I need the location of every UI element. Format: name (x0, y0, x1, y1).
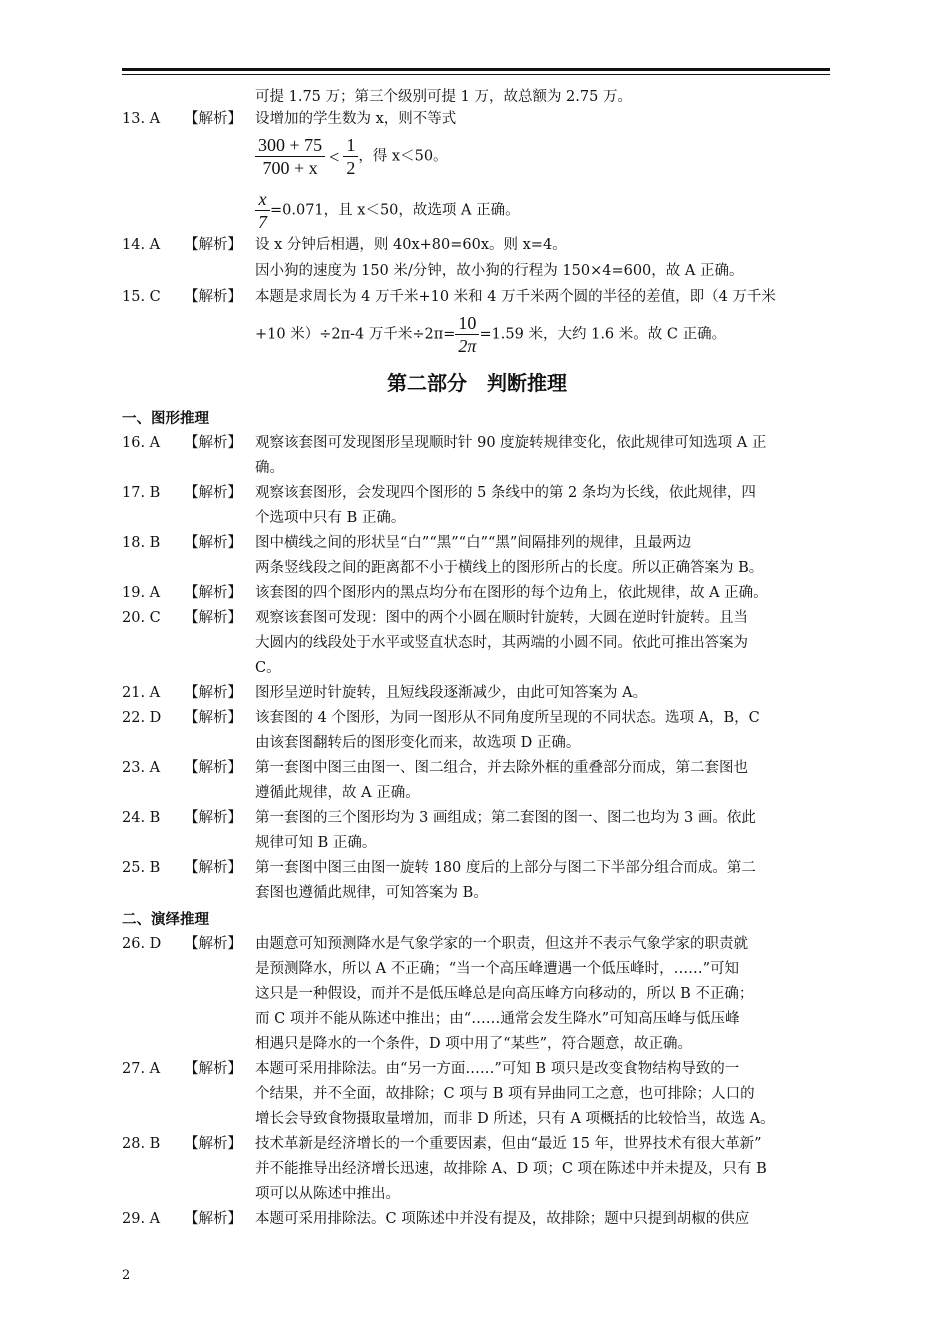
analysis-text: 由该套图翻转后的图形变化而来，故选项 D 正确。 (255, 735, 581, 751)
answer-item (122, 1133, 832, 1155)
answer-item-continuation (122, 557, 832, 579)
analysis-text: 规律可知 B 正确。 (255, 835, 377, 851)
analysis-tag: 【解析】 (184, 685, 242, 701)
analysis-text: 观察该套图可发现：图中的两个小圆在顺时针旋转，大圆在逆时针旋转。且当 (255, 610, 748, 626)
analysis-text: 套图也遵循此规律，可知答案为 B。 (255, 885, 488, 901)
answer-item-continuation (122, 1158, 832, 1180)
analysis-text: 第一套图的三个图形均为 3 画组成；第二套图的图一、图二也均为 3 画。依此 (255, 810, 756, 826)
analysis-text: 观察该套图可发现图形呈现顺时针 90 度旋转规律变化，依此规律可知选项 A 正 (255, 435, 767, 451)
section-title: 一、图形推理 (122, 411, 209, 427)
answer-item (122, 607, 832, 629)
section-title: 二、演绎推理 (122, 912, 209, 928)
answer-number: 14. A (122, 237, 161, 253)
analysis-tag: 【解析】 (184, 1211, 242, 1227)
answer-item-continuation (122, 782, 832, 804)
analysis-tag: 【解析】 (184, 936, 242, 952)
answer-item (122, 707, 832, 729)
answer-item-continuation (122, 882, 832, 904)
answer-item-continuation (122, 632, 832, 654)
answer-item (122, 933, 832, 955)
answer-item-continuation (122, 1083, 832, 1105)
answer-item-continuation (122, 983, 832, 1005)
analysis-text: 本题是求周长为 4 万千米+10 米和 4 万千米两个圆的半径的差值，即（4 万千米 (255, 289, 776, 305)
answer-item-continuation (122, 1033, 832, 1055)
analysis-text: 图形呈逆时针旋转，且短线段逐渐减少，由此可知答案为 A。 (255, 685, 648, 701)
analysis-tag: 【解析】 (184, 810, 242, 826)
answer-number: 23. A (122, 760, 161, 776)
analysis-tag: 【解析】 (184, 710, 242, 726)
answer-item-continuation (122, 1108, 832, 1130)
answer-number: 24. B (122, 810, 161, 826)
header-rule-thin (122, 74, 830, 75)
answer-number: 28. B (122, 1136, 161, 1152)
analysis-text: 是预测降水，所以 A 不正确；“当一个高压峰遭遇一个低压峰时，……”可知 (255, 961, 740, 977)
answer-item (122, 682, 832, 704)
answer-number: 29. A (122, 1211, 161, 1227)
answer-14-line-2 (122, 260, 832, 282)
analysis-text: 个结果，并不全面，故排除；C 项与 B 项有异曲同工之意，也可排除；人口的 (255, 1086, 755, 1102)
answer-number: 25. B (122, 860, 161, 876)
part-heading: 第二部分 判断推理 (387, 371, 567, 395)
answer-15-formula: +10 米）÷2π-4 万千米÷2π= $\frac{10}{2\pi}$ =1.59 米，大约 1.6 米。故 C 正确。 (255, 313, 727, 356)
analysis-text: 该套图的 4 个图形，为同一图形从不同角度所呈现的不同状态。选项 A，B，C (255, 710, 760, 726)
answer-item (122, 1058, 832, 1080)
answer-number: 20. C (122, 610, 161, 626)
fraction-half: $\frac{1}{2}$ (343, 134, 358, 179)
formula-text: ，得 x＜50。 (358, 148, 448, 165)
analysis-text: 观察该套图形，会发现四个图形的 5 条线中的第 2 条均为长线，依此规律，四 (255, 485, 756, 501)
analysis-tag: 【解析】 (184, 485, 242, 501)
page-number: 2 (122, 1268, 131, 1283)
analysis-text: 该套图的四个图形内的黑点均分布在图形的每个边角上，依此规律，故 A 正确。 (255, 585, 768, 601)
analysis-text: 个选项中只有 B 正确。 (255, 510, 406, 526)
answer-number: 27. A (122, 1061, 161, 1077)
answer-item-continuation (122, 657, 832, 679)
analysis-text: C。 (255, 660, 281, 676)
analysis-text: 本题可采用排除法。由“另一方面……”可知 B 项只是改变食物结构导致的一 (255, 1061, 740, 1077)
analysis-text: 增长会导致食物摄取量增加，而非 D 所述，只有 A 项概括的比较恰当，故选 A。 (255, 1111, 775, 1127)
answer-item (122, 582, 832, 604)
section-2-answers (122, 933, 832, 1233)
answer-item (122, 807, 832, 829)
analysis-tag: 【解析】 (184, 760, 242, 776)
answer-14 (122, 234, 832, 256)
answer-item-continuation (122, 958, 832, 980)
answer-number: 13. A (122, 111, 161, 127)
analysis-tag: 【解析】 (184, 585, 242, 601)
answer-item-continuation (122, 507, 832, 529)
ratio-formula (122, 184, 832, 234)
continuation-text: 可提 1.75 万；第三个级别可提 1 万，故总额为 2.75 万。 (255, 89, 632, 105)
analysis-text: 而 C 项并不能从陈述中推出；由“……通常会发生降水”可知高压峰与低压峰 (255, 1011, 740, 1027)
analysis-text: 这只是一种假设，而并不是低压峰总是向高压峰方向移动的，所以 B 不正确； (255, 986, 754, 1002)
analysis-text: 第一套图中图三由图一旋转 180 度后的上部分与图二下半部分组合而成。第二 (255, 860, 756, 876)
analysis-tag: 【解析】 (184, 289, 242, 305)
answer-number: 18. B (122, 535, 161, 551)
analysis-tag: 【解析】 (184, 111, 242, 127)
analysis-text: 大圆内的线段处于水平或竖直状态时，其两端的小圆不同。依此可推出答案为 (255, 635, 748, 651)
header-rule-thick (122, 68, 830, 71)
answer-item (122, 757, 832, 779)
answer-number: 19. A (122, 585, 161, 601)
analysis-text: 设增加的学生数为 x，则不等式 (255, 111, 457, 127)
analysis-tag: 【解析】 (184, 1136, 242, 1152)
analysis-text: 遵循此规律，故 A 正确。 (255, 785, 420, 801)
analysis-text: 技术革新是经济增长的一个重要因素，但由“最近 15 年，世界技术有很大革新” (255, 1136, 762, 1152)
analysis-text: 两条竖线段之间的距离都不小于横线上的图形所占的长度。所以正确答案为 B。 (255, 560, 764, 576)
analysis-tag: 【解析】 (184, 535, 242, 551)
answer-item-continuation (122, 1183, 832, 1205)
inequality-formula (122, 130, 832, 184)
analysis-text: 第一套图中图三由图一、图二组合，并去除外框的重叠部分而成，第二套图也 (255, 760, 748, 776)
analysis-text: 由题意可知预测降水是气象学家的一个职责，但这并不表示气象学家的职责就 (255, 936, 748, 952)
page-content (122, 86, 832, 1233)
answer-number: 16. A (122, 435, 161, 451)
answer-number: 17. B (122, 485, 161, 501)
less-than-sign: < (329, 146, 340, 167)
analysis-text: 项可以从陈述中推出。 (255, 1186, 400, 1202)
analysis-text: 设 x 分钟后相遇，则 40x+80=60x。则 x=4。 (255, 237, 567, 253)
answer-15 (122, 286, 832, 308)
answer-item (122, 532, 832, 554)
analysis-text: 确。 (255, 460, 284, 476)
answer-number: 21. A (122, 685, 161, 701)
answer-item (122, 857, 832, 879)
answer-item-continuation (122, 457, 832, 479)
analysis-text: 并不能推导出经济增长迅速，故排除 A、D 项；C 项在陈述中并未提及，只有 B (255, 1161, 767, 1177)
answer-13 (122, 108, 832, 130)
analysis-tag: 【解析】 (184, 610, 242, 626)
answer-number: 15. C (122, 289, 161, 305)
analysis-text: 因小狗的速度为 150 米/分钟，故小狗的行程为 150×4=600，故 A 正确。 (255, 263, 744, 279)
analysis-tag: 【解析】 (184, 237, 242, 253)
answer-item-continuation (122, 1008, 832, 1030)
analysis-text: 图中横线之间的形状呈“白”“黑”“白”“黑”间隔排列的规律，且最两边 (255, 535, 692, 551)
answer-number: 22. D (122, 710, 162, 726)
analysis-tag: 【解析】 (184, 1061, 242, 1077)
answer-item (122, 432, 832, 454)
answer-item-continuation (122, 732, 832, 754)
analysis-text: 本题可采用排除法。C 项陈述中并没有提及，故排除；题中只提到胡椒的供应 (255, 1211, 750, 1227)
answer-number: 26. D (122, 936, 162, 952)
answer-item (122, 1208, 832, 1230)
fraction: $\frac{300 + 75}{700 + x}$ (255, 134, 325, 179)
continuation-line (122, 86, 832, 108)
answer-item (122, 482, 832, 504)
fraction: $\frac{x}{7}$ (255, 188, 270, 233)
formula-text: =0.071，且 x＜50，故选项 A 正确。 (270, 202, 520, 219)
fraction: $\frac{10}{2\pi}$ (455, 312, 479, 357)
answer-item-continuation (122, 832, 832, 854)
section-1-answers (122, 432, 832, 907)
analysis-tag: 【解析】 (184, 860, 242, 876)
analysis-tag: 【解析】 (184, 435, 242, 451)
analysis-text: 相遇只是降水的一个条件，D 项中用了“某些”，符合题意，故正确。 (255, 1036, 693, 1052)
